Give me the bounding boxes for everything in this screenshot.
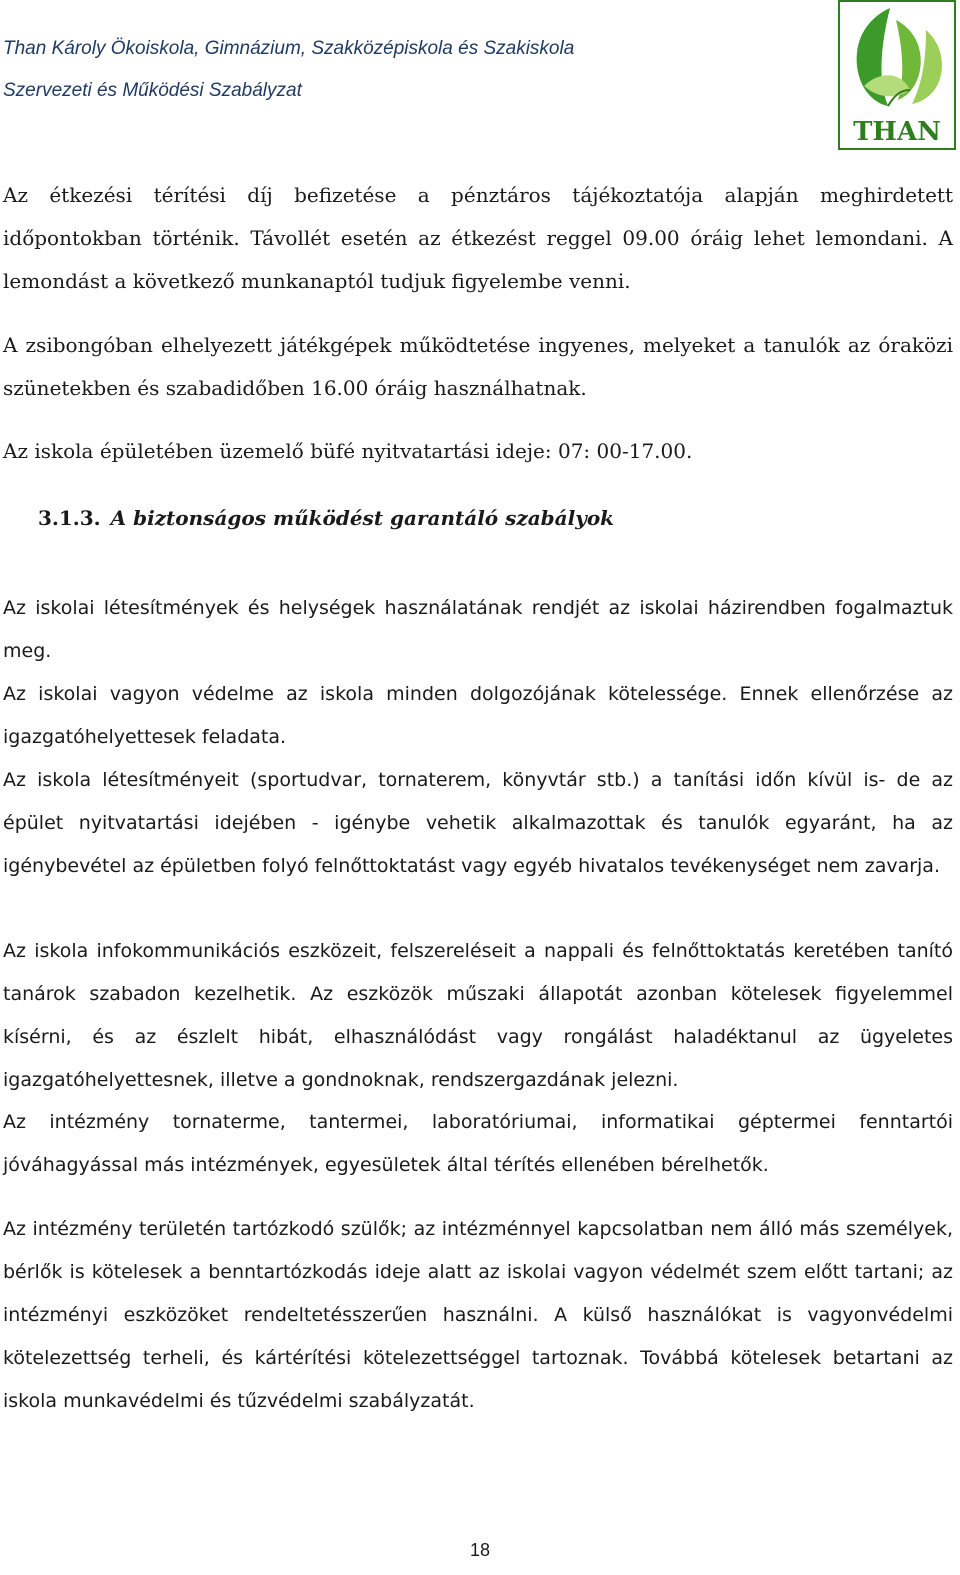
- paragraph-facility-usage: Az iskola létesítményeit (sportudvar, tornaterem, könyvtár stb.) a tanítási időn kívül is- de az épület nyitvatartási idejében - igénybe vehetik alkalmazottak és tanulók egyaránt, ha az igénybevétel az épületben folyó felnőttoktatást vagy egyéb hivatalos tevékenységet nem zavarja.: [3, 769, 953, 877]
- school-logo: [838, 0, 956, 150]
- paragraph-facility-rules: Az iskolai létesítmények és helységek használatának rendjét az iskolai házirendben fogalmaztuk meg.: [3, 597, 953, 662]
- paragraph-buffet-hours: Az iskola épületében üzemelő büfé nyitvatartási ideje: 07: 00-17.00.: [3, 439, 693, 463]
- paragraph-rental: Az intézmény tornaterme, tantermei, laboratóriumai, informatikai géptermei fenntartói jóváhagyással más intézmények, egyesületek által térítés ellenében bérelhetők.: [3, 1111, 953, 1176]
- logo-text: THAN: [853, 117, 941, 147]
- leaf-logo-icon: [838, 0, 956, 150]
- paragraph-property-protection: Az iskolai vagyon védelme az iskola minden dolgozójának kötelessége. Ennek ellenőrzése az igazgatóhelyettesek feladata.: [3, 683, 953, 748]
- paragraph-meal-fee: Az étkezési térítési díj befizetése a pénztáros tájékoztatója alapján meghirdetett időpontokban történik. Távollét esetén az étkezést reggel 09.00 óráig lehet lemondani. A lemondást a következő munkanaptól tudjuk figyelembe venni.: [3, 183, 953, 293]
- section-heading: [38, 498, 614, 538]
- section-title: A biztonságos működést garantáló szabályok: [110, 506, 615, 530]
- paragraph-external-users: Az intézmény területén tartózkodó szülők; az intézménnyel kapcsolatban nem álló más személyek, bérlők is kötelesek a benntartózkodás ideje alatt az iskolai vagyon védelmét szem előtt tartani; az intézményi eszközöket rendeltetésszerűen használni. A külső használókat is vagyonvédelmi kötelezettség terheli, és kártérítési kötelezettséggel tartoznak. Továbbá kötelesek betartani az iskola munkavédelmi és tűzvédelmi szabályzatát.: [3, 1218, 953, 1412]
- header-document-title: Szervezeti és Működési Szabályzat: [3, 80, 302, 101]
- page-header: [3, 28, 823, 112]
- paragraph-game-machines: A zsibongóban elhelyezett játékgépek működtetése ingyenes, melyeket a tanulók az óraközi szünetekben és szabadidőben 16.00 óráig használhatnak.: [3, 333, 953, 400]
- page-number: 18: [469, 1540, 491, 1560]
- header-school-name: Than Károly Ökoiskola, Gimnázium, Szakközépiskola és Szakiskola: [3, 38, 575, 59]
- paragraph-ict-equipment: Az iskola infokommunikációs eszközeit, felszereléseit a nappali és felnőttoktatás keretében tanító tanárok szabadon kezelhetik. Az eszközök műszaki állapotát azonban kötelesek figyelemmel kísérni, és az észlelt hibát, elhasználódást vagy rongálást haladéktanul az ügyeletes igazgatóhelyettesnek, illetve a gondnoknak, rendszergazdának jelezni.: [3, 940, 953, 1091]
- section-number: 3.1.3.: [38, 506, 101, 530]
